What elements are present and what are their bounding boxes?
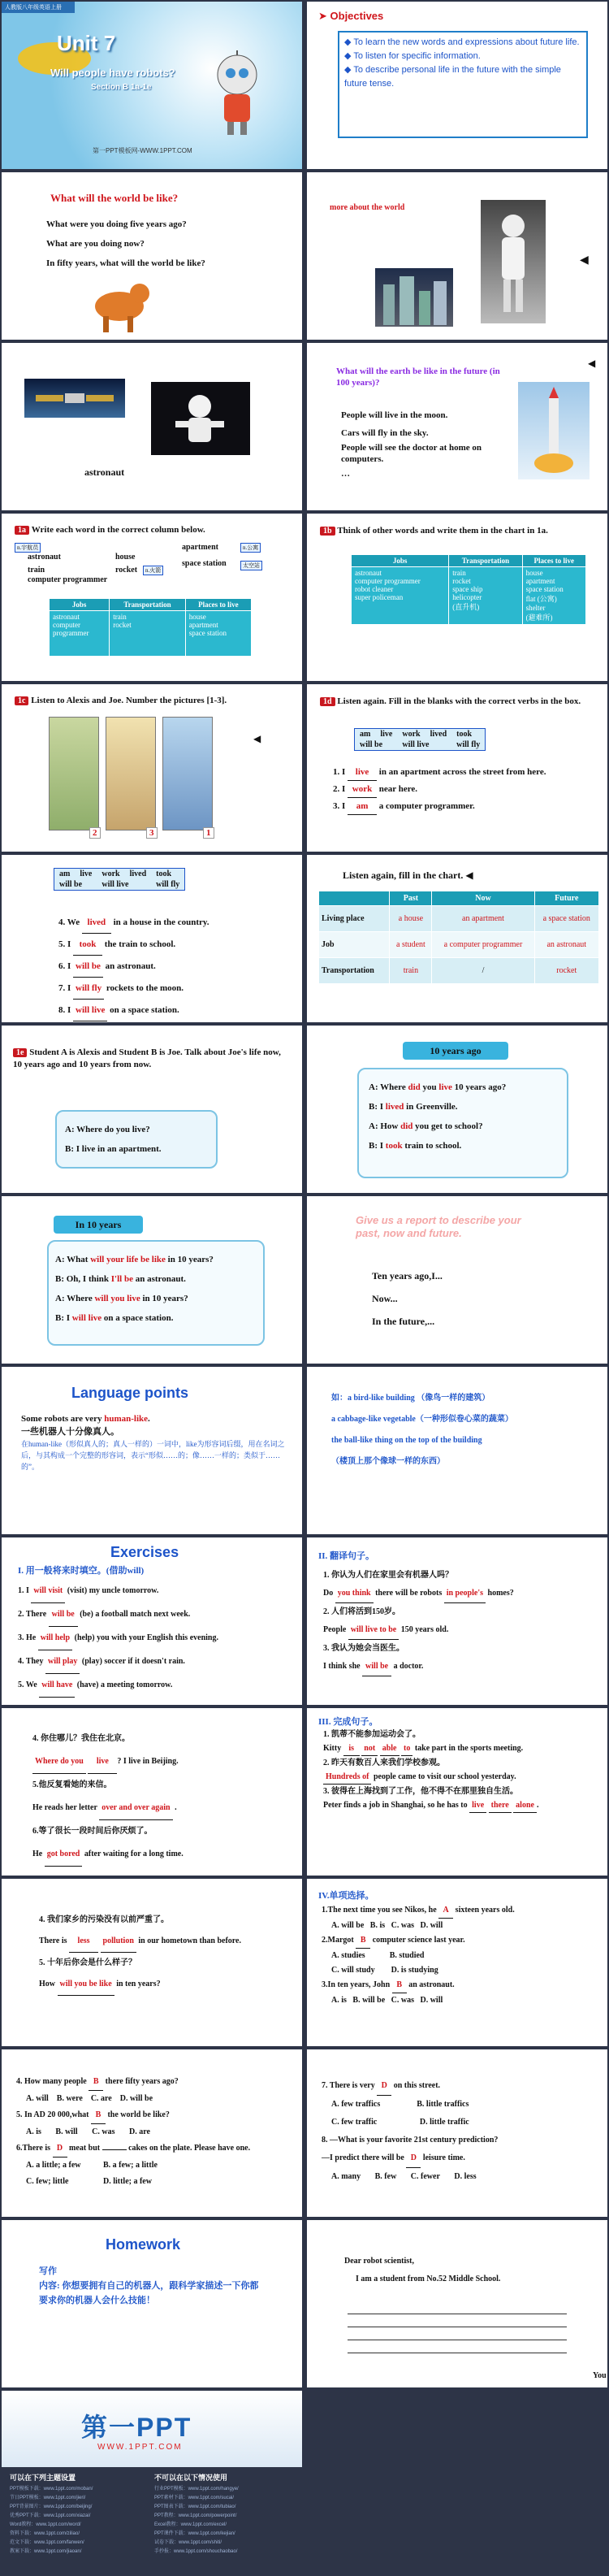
- slide-translate-continued: [2, 1708, 302, 1876]
- chart-cell: /: [432, 958, 534, 984]
- translation: 一些机器人十分像真人。: [21, 1427, 119, 1437]
- options: A. studies B. studied: [331, 1951, 425, 1960]
- homework-label: 写作: [39, 2266, 57, 2276]
- question: 4. 你住哪儿？我住在北京。: [32, 1734, 130, 1743]
- answer: There is less pollution in our hometown than before.: [39, 1931, 283, 1953]
- dialogue-line: B: I live in an apartment.: [65, 1144, 162, 1154]
- ad-left-list: [10, 2485, 93, 2556]
- ad-link[interactable]: 节日PPT模板：www.1ppt.com/jieri/: [10, 2496, 86, 2500]
- dialogue-line: A: Where do you live?: [65, 1125, 150, 1134]
- chart-cell: rocket: [534, 958, 598, 984]
- cn-label: n.火箭: [143, 566, 163, 575]
- example: （楼顶上那个像球一样的东西）: [331, 1457, 445, 1466]
- slide-world: [2, 172, 302, 340]
- options: A. many B. few C. fewer D. less: [331, 2172, 477, 2181]
- ad-footer: [2, 2391, 607, 2574]
- row-label: Transportation: [319, 958, 390, 984]
- options: A. will B. were C. are D. will be: [26, 2094, 153, 2103]
- ad-link[interactable]: 试卷下载：www.1ppt.com/shiti/: [154, 2540, 222, 2545]
- slide-1d-continued: [2, 855, 302, 1022]
- question-list: [46, 215, 205, 273]
- example: 如：a bird-like building （像鸟一样的建筑）: [331, 1394, 490, 1403]
- content: [21, 1412, 289, 1472]
- listening-chart: [318, 891, 599, 984]
- dialogue-line: B: I lived in Greenville.: [369, 1102, 458, 1112]
- slide-multiple-choice: [307, 1879, 607, 2046]
- question: 2.Margot B computer science last year.: [322, 1933, 598, 1949]
- slide-title-text: Homework: [106, 2236, 181, 2253]
- chart-cell: house apartment space station flat (公寓) shelter (避难所): [522, 567, 585, 625]
- question: 7. There is very D on this street.: [322, 2077, 598, 2096]
- chart-cell: house apartment space station: [185, 611, 251, 657]
- dialogue-line: B: I took train to school.: [369, 1141, 462, 1151]
- salutation: Dear robot scientist,: [344, 2257, 415, 2266]
- objective-item: ◆ To learn the new words and expressions about future life.: [344, 37, 580, 47]
- blank-item: 4. They will play (play) soccer if it doesn't rain.: [18, 1650, 294, 1674]
- picture-space: [162, 717, 213, 830]
- picture-number: 3: [146, 827, 158, 839]
- answer: He got bored after waiting for a long time.: [32, 1843, 292, 1867]
- options: A. is B. will C. was D. are: [26, 2127, 150, 2136]
- word-chart: [49, 598, 252, 657]
- section-header: In 10 years: [54, 1216, 143, 1234]
- slide-complete-continued: [2, 1879, 302, 2046]
- chart-cell: astronaut computer programmer: [50, 611, 110, 657]
- column-header: [319, 891, 390, 906]
- instruction: Student A is Alexis and Student B is Joe. Talk about Joe's life now, 10 years ago and 10 years from now.: [13, 1047, 281, 1069]
- ad-link[interactable]: 行业PPT模板：www.1ppt.com/hangye/: [154, 2487, 239, 2491]
- column-header: Places to live: [522, 555, 585, 567]
- slide-title-text: Exercises: [110, 1544, 179, 1560]
- options: C. few; little D. little; a few: [26, 2177, 152, 2186]
- question: 5. 十年后你会是什么样子？: [39, 1958, 136, 1967]
- column-header: Transportation: [449, 555, 522, 567]
- slide-1c: [2, 684, 302, 852]
- ad-link[interactable]: PPT背景图片：www.1ppt.com/beijing/: [10, 2504, 93, 2509]
- picture-number: 1: [203, 827, 214, 839]
- logo-panel: [2, 2391, 302, 2467]
- column-header: Now: [432, 891, 534, 906]
- cn-label: 太空站: [240, 561, 262, 570]
- column-header: Past: [390, 891, 432, 906]
- question: 2. 人们将活到150岁。: [323, 1607, 400, 1616]
- dialogue-box: [357, 1068, 568, 1178]
- question: 6.等了很长一段时间后你厌烦了。: [32, 1827, 153, 1836]
- chart-cell: a space station: [534, 906, 598, 932]
- sound-icon[interactable]: ◀: [465, 870, 473, 881]
- prompt: Now...: [372, 1293, 398, 1304]
- word: computer programmer: [28, 575, 108, 584]
- watermark: 第一PPT模板网-WWW.1PPT.COM: [93, 147, 192, 154]
- objective-item: ◆ To describe personal life in the future with the simple future tense.: [344, 65, 561, 89]
- slide-language-points: [2, 1367, 302, 1534]
- arrow-icon: ➤: [318, 10, 330, 22]
- city-photo: [375, 268, 453, 327]
- sound-icon[interactable]: ◀: [580, 254, 589, 267]
- options: A. a little; a few B. a few; a little: [26, 2161, 158, 2170]
- question: 4. 我们家乡的污染没有以前严重了。: [39, 1915, 169, 1924]
- word: space station: [182, 559, 227, 568]
- options: A. will be B. is C. was D. will: [331, 1921, 443, 1930]
- picture-number: 2: [89, 827, 101, 839]
- dialogue-line: A: Where will you live in 10 years?: [55, 1294, 188, 1303]
- corner-label: 人教版八年级英语上册: [2, 2, 75, 13]
- answer: How will you be like in ten years?: [39, 1974, 283, 1996]
- word-chart: [351, 554, 586, 625]
- slide-title-text: What will the world be like?: [50, 192, 179, 204]
- options: C. will study D. is studying: [331, 1966, 438, 1975]
- writing-lines: [348, 2301, 567, 2353]
- unit-title: Unit 7: [57, 31, 116, 55]
- answer: People will live to be 150 years old.: [323, 1621, 599, 1640]
- choice-list: [16, 2074, 292, 2190]
- blank-item: 5. I took the train to school.: [58, 934, 294, 956]
- answer: Peter finds a job in Shanghai, so he has to live there alone .: [323, 1798, 599, 1813]
- section-subtitle: I. 用一般将来时填空。(借助will): [18, 1566, 145, 1576]
- astronaut-photo: [151, 382, 250, 455]
- slide-report: [307, 1196, 607, 1364]
- question: 1. 你认为人们在家里会有机器人吗？: [323, 1571, 453, 1580]
- question: —I predict there will be D leisure time.: [322, 2149, 598, 2168]
- word-bank: [13, 541, 273, 582]
- ad-link[interactable]: 教案下载：www.1ppt.com/jiaoan/: [10, 2549, 82, 2554]
- ad-link[interactable]: PPT教程：www.1ppt.com/powerpoint/: [154, 2513, 237, 2518]
- ad-logo: 第一PPT: [81, 2413, 192, 2442]
- ad-link[interactable]: 手抄报：www.1ppt.com/shouchaobao/: [154, 2549, 238, 2554]
- slide-title-text: Listen again, fill in the chart. ◀: [343, 870, 473, 881]
- slide-fill-chart: [307, 855, 607, 1022]
- explanation: 在human-like（形似真人的；真人一样的）一词中，like为形容词后缀，用在名词之后，与其构成一个完整的形容词，表示“形似……的；像……一样的；类似于……的”。: [21, 1440, 285, 1471]
- ad-link[interactable]: PPT图表下载：www.1ppt.com/tubiao/: [154, 2504, 236, 2509]
- section-subtitle: II. 翻译句子。: [318, 1551, 375, 1561]
- slide-1e: [2, 1026, 302, 1193]
- section-header: 10 years ago: [403, 1042, 508, 1060]
- example-sentence: Some robots are very human-like.: [21, 1414, 150, 1424]
- options: A. few traffics B. little traffics: [331, 2100, 469, 2109]
- translate-list: [323, 1567, 599, 1676]
- blank-item: 2. I work near here.: [333, 781, 593, 798]
- label-more-world: more about the world: [330, 203, 405, 212]
- word: rocket: [115, 566, 138, 575]
- instruction: Think of other words and write them in the chart in 1a.: [337, 526, 548, 536]
- slide-earth-future: [307, 343, 607, 510]
- question: 3. 我认为她会当医生。: [323, 1644, 404, 1653]
- ad-link[interactable]: PPT素材下载：www.1ppt.com/sucai/: [154, 2496, 235, 2500]
- space-station-photo: [24, 379, 125, 418]
- question: 2. 昨天有数百人来我们学校参观。: [323, 1759, 445, 1767]
- dialogue-line: A: What will your life be like in 10 years?: [55, 1255, 214, 1264]
- question: 3.In ten years, John B an astronaut.: [322, 1978, 598, 1993]
- prompt: In the future,...: [372, 1316, 435, 1327]
- question: 4. How many people B there fifty years ago?: [16, 2074, 292, 2091]
- dialogue-line: B: Oh, I think I'll be an astronaut.: [55, 1274, 186, 1284]
- cn-label: n.宇航员: [15, 543, 41, 553]
- dialogue-line: B: I will live on a space station.: [55, 1313, 174, 1323]
- unit-subtitle: Will people have robots?: [50, 67, 175, 79]
- letter-text: [344, 2253, 500, 2288]
- dialogue-box: [55, 1110, 218, 1169]
- ad-right-list: [154, 2485, 239, 2556]
- blank-list: [58, 912, 294, 1021]
- prediction: Cars will fly in the sky.: [341, 428, 429, 438]
- verb-box: am live work lived took will be will live will fly: [354, 728, 486, 751]
- ad-link[interactable]: 范文下载：www.1ppt.com/fanwen/: [10, 2540, 84, 2545]
- homework-task: 内容: 你想要拥有自己的机器人，跟科学家描述一下你都要求你的机器人会什么技能！: [39, 2281, 259, 2305]
- ad-link[interactable]: Word教程：www.1ppt.com/word/: [10, 2522, 81, 2527]
- blank-item: 1. I live in an apartment across the street from here.: [333, 764, 593, 781]
- rocket-launch-photo: [518, 382, 590, 479]
- exercise-tag: 1d: [320, 697, 335, 706]
- slide-translate: [307, 1537, 607, 1705]
- objectives-box: [338, 31, 588, 138]
- ad-link[interactable]: 资料下载：www.1ppt.com/ziliao/: [10, 2531, 80, 2536]
- column-header: Places to live: [185, 599, 251, 611]
- question: 5. In AD 20 000,what B the world be like?: [16, 2107, 292, 2124]
- report-prompts: [372, 1264, 443, 1333]
- slide-letter: [307, 2220, 607, 2387]
- prediction-list: [341, 406, 487, 483]
- dialogue-line: A: How did you get to school?: [369, 1121, 483, 1131]
- slide-complete-sentences: [307, 1708, 607, 1876]
- question: In fifty years, what will the world be like?: [46, 258, 205, 268]
- objective-item: ◆ To listen for specific information.: [344, 51, 481, 61]
- question: 3. 彼得在上海找到了工作，他不得不在那里独自生活。: [323, 1787, 518, 1796]
- chart-cell: train rocket: [110, 611, 186, 657]
- question: What were you doing five years ago?: [46, 219, 187, 229]
- blank-item: 4. We lived in a house in the country.: [58, 912, 294, 934]
- slide-examples: [307, 1367, 607, 1534]
- blank-item: 3. I am a computer programmer.: [333, 798, 593, 815]
- answer: I think she will be a doctor.: [323, 1658, 599, 1676]
- blank-item: 3. He will help (help) you with your English this evening.: [18, 1627, 294, 1650]
- dialogue-box: [47, 1240, 265, 1346]
- slide-objectives: [307, 2, 607, 169]
- slide-title: [2, 2, 302, 169]
- verb-box: am live work lived took will be will live will fly: [54, 868, 185, 891]
- opening-line: I am a student from No.52 Middle School.: [356, 2275, 501, 2283]
- question: What are you doing now?: [46, 239, 145, 249]
- blank-item: 6. I will be an astronaut.: [58, 956, 294, 978]
- slide-10-years-ago: [307, 1026, 607, 1193]
- blank-item: 5. We will have (have) a meeting tomorrow.: [18, 1674, 294, 1698]
- slide-homework: [2, 2220, 302, 2387]
- instruction: Write each word in the correct column below.: [31, 525, 205, 535]
- slide-1b: [307, 514, 607, 681]
- question: 6.There is D meat but cakes on the plate. Please have one.: [16, 2140, 292, 2158]
- exercise-tag: 1a: [15, 526, 29, 535]
- section-label: Section B 1a-1e: [91, 83, 152, 92]
- robot-photo: [481, 200, 546, 323]
- word: astronaut: [28, 553, 61, 562]
- slide-title-text: Give us a report to describe your past, now and future.: [356, 1214, 521, 1239]
- complete-list: [323, 1728, 599, 1813]
- example: a cabbage-like vegetable（一种形似卷心菜的蔬菜）: [331, 1415, 513, 1424]
- blank-item: 1. I will visit (visit) my uncle tomorrow.: [18, 1580, 294, 1603]
- question: 5.他反复看她的来信。: [32, 1780, 112, 1789]
- blank-item: 8. I will live on a space station.: [58, 1000, 294, 1021]
- chart-cell: a computer programmer: [432, 932, 534, 958]
- word: train: [28, 566, 45, 575]
- slide-more-world: [307, 172, 607, 340]
- question: 1.The next time you see Nikos, he A sixteen years old.: [322, 1903, 598, 1919]
- question: 8. —What is your favorite 21st century prediction?: [322, 2136, 499, 2144]
- chart-cell: train: [390, 958, 432, 984]
- translate-list: [32, 1728, 292, 1867]
- signature: You: [593, 2371, 607, 2380]
- slide-title-text: What will the earth be like in the future (in 100 years)?: [336, 366, 500, 388]
- chart-cell: a house: [390, 906, 432, 932]
- robot-cartoon-icon: [205, 50, 270, 140]
- blank-item: 2. There will be (be) a football match next week.: [18, 1603, 294, 1627]
- sound-icon[interactable]: ◀: [253, 733, 261, 744]
- prediction: People will live in the moon.: [341, 410, 448, 420]
- row-label: Living place: [319, 906, 390, 932]
- column-header: Jobs: [50, 599, 110, 611]
- prediction: People will see the doctor at home on computers.: [341, 443, 482, 464]
- blank-list: [333, 764, 593, 815]
- choice-list: [322, 1903, 598, 2008]
- answer: He reads her letter over and over again .: [32, 1797, 292, 1820]
- ad-right-title: 不可以在以下情况使用: [154, 2474, 228, 2482]
- homework-content: [39, 2264, 266, 2308]
- ad-url[interactable]: WWW.1PPT.COM: [97, 2443, 183, 2452]
- blank-item: 7. I will fly rockets to the moon.: [58, 978, 294, 1000]
- ad-link[interactable]: Excel教程：www.1ppt.com/excel/: [154, 2522, 227, 2527]
- robot-dog-icon: [83, 274, 156, 335]
- caption: astronaut: [84, 466, 125, 478]
- exercise-tag: 1c: [15, 696, 28, 705]
- cn-label: n.公寓: [240, 543, 261, 553]
- complete-list: [39, 1910, 283, 1996]
- word: house: [115, 553, 136, 562]
- ad-link[interactable]: 优秀PPT下载：www.1ppt.com/xiazai/: [10, 2513, 91, 2518]
- options: A. is B. will be C. was D. will: [331, 1996, 443, 2005]
- chart-cell: train rocket space ship helicopter (直升机): [449, 567, 522, 625]
- slide-in-10-years: [2, 1196, 302, 1364]
- instruction: Listen again. Fill in the blanks with the correct verbs in the box.: [337, 696, 581, 706]
- ad-link[interactable]: PPT课件下载：www.1ppt.com/kejian/: [154, 2531, 235, 2536]
- blank-list: [18, 1580, 294, 1698]
- exercise-tag: 1e: [13, 1048, 27, 1057]
- example-list: [331, 1388, 591, 1472]
- chart-cell: an astronaut: [534, 932, 598, 958]
- ad-left-title: 可以在下列主题设置: [10, 2474, 76, 2482]
- section-subtitle: III. 完成句子。: [318, 1717, 378, 1727]
- prediction: …: [341, 469, 350, 479]
- picture-apartment: [106, 717, 156, 830]
- prompt: Ten years ago,I...: [372, 1270, 443, 1281]
- answer: Do you think there will be robots in people's homes?: [323, 1585, 599, 1603]
- example: the ball-like thing on the top of the building: [331, 1436, 482, 1445]
- choice-list: [322, 2077, 598, 2186]
- ad-link[interactable]: PPT模板下载：www.1ppt.com/moban/: [10, 2487, 93, 2491]
- answer: Where do you live ? I live in Beijing.: [32, 1750, 292, 1774]
- objectives-heading: ➤ Objectives: [318, 10, 384, 22]
- column-header: Future: [534, 891, 598, 906]
- slide-1a: [2, 514, 302, 681]
- question: 1. 凯蒂不能参加运动会了。: [323, 1730, 421, 1739]
- answer: Hundreds of people came to visit our school yesterday.: [323, 1770, 599, 1785]
- slide-multiple-choice-2: [2, 2049, 302, 2217]
- instruction: Listen to Alexis and Joe. Number the pictures [1-3].: [31, 696, 227, 705]
- word: apartment: [182, 543, 218, 552]
- exercise-tag: 1b: [320, 527, 335, 536]
- row-label: Job: [319, 932, 390, 958]
- column-header: Jobs: [352, 555, 449, 567]
- slide-exercises: [2, 1537, 302, 1705]
- chart-cell: an apartment: [432, 906, 534, 932]
- slide-astronaut: [2, 343, 302, 510]
- dialogue-line: A: Where did you live 10 years ago?: [369, 1082, 507, 1092]
- sound-icon[interactable]: ◀: [588, 358, 596, 369]
- slide-multiple-choice-3: [307, 2049, 607, 2217]
- slide-1d: [307, 684, 607, 852]
- options: C. few traffic D. little traffic: [331, 2118, 469, 2127]
- picture-house: [49, 717, 99, 830]
- slide-title-text: Language points: [71, 1385, 188, 1401]
- chart-cell: astronaut computer programmer robot cleaner super policeman: [352, 567, 449, 625]
- column-header: Transportation: [110, 599, 186, 611]
- chart-cell: a student: [390, 932, 432, 958]
- answer: Kitty is not able to take part in the sports meeting.: [323, 1741, 599, 1756]
- section-subtitle: IV.单项选择。: [318, 1891, 374, 1901]
